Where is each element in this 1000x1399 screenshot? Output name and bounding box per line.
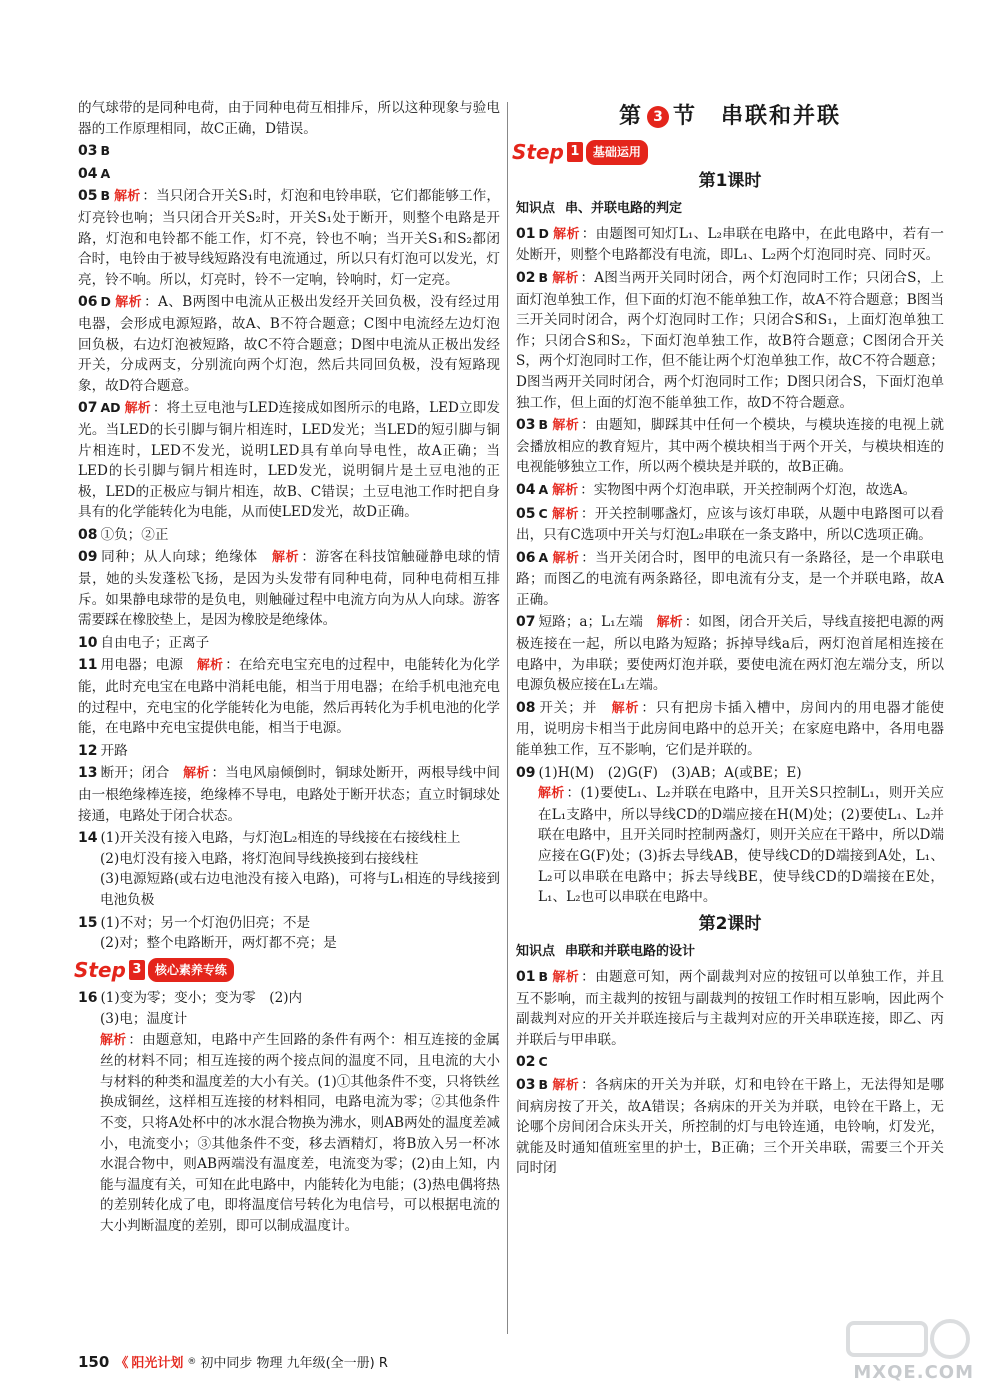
r2-answer-item-02: 02 C [516,1054,548,1071]
r-answer-item-01: 01 D 解析 ：由题图可知灯L₁、L₂串联在电路中，在此电路中，若有一处断开，则整个电路都没有电流，即L₁、L₂两个灯泡同时亮、同时灭。 [516,225,944,264]
right-column [512,98,944,1181]
answer-text: 自由电子；正离子 [100,634,210,651]
section-number-badge: 3 [647,106,669,128]
answer-explanation: ：在给充电宝充电的过程中，电能转化为化学能，此时充电宝在电路中消耗电能，相当于用电器；在给手机电池充电的过程中，充电宝的化学能转化为电能，然后再转化为手机电池的化学能，在电路中充电宝提供电能，相当于电源。 [78,657,500,737]
answer-item-12: 12 开路 [78,742,128,759]
knowledge-point-1 [516,199,944,220]
analysis-tag: 解析 [656,615,683,631]
answer-line-2: (2)电灯没有接入电路，将灯泡间导线换接到右接线柱 [100,850,419,867]
left-answer-list [78,141,500,826]
step-number: 3 [129,960,145,980]
answer-explanation: ：开关控制哪盏灯，应该与该灯串联，从题中电路图可以看出，只有C选项中开关与灯泡L₂串联在一条支路中，所以C选项正确。 [516,505,944,544]
analysis-tag: 解析 [552,550,580,566]
step-title: 核心素养专练 [148,958,234,983]
analysis-tag: 解析 [114,189,141,205]
answer-text: 短路；a；L₁左端 [538,614,643,631]
answer-explanation: ：当开关闭合时，图甲的电流只有一条路径，是一个串联电路；而图乙的电流有两条路径，即电流有分支，是一个并联电路，故A正确。 [516,549,944,608]
answer-item-13: 13 断开；闭合 解析 ：当电风扇倾倒时，铜球处断开，两根导线中间由一根绝缘棒连接，绝缘棒不导电，电路处于断开状态；直立时铜球处接通，电路处于闭合状态。 [78,765,501,824]
answer-item-10: 10 自由电子；正离子 [78,634,210,651]
answer-explanation-block [516,783,944,908]
answer-text: 同种；从人向球；绝缘体 [100,549,258,566]
answer-item-08: 08 ①负；②正 [78,526,169,543]
answer-line-3: (3)电源短路(或右边电池没有接入电路)，可将与L₁相连的导线接到电池负极 [100,871,500,908]
answer-item-07: 07 AD 解析 ：将土豆电池与LED连接成如图所示的电路，LED立即发光。当LED的长引脚与铜片相连时，LED发光；当LED的短引脚与铜片相连时，LED不发光，说明LED具有单向导电性，故A正确；当LED的长引脚与铜片相连时，LED发光，说明铜片是土豆电池的正极，LED的正极应与铜片相连，故B、C错误；土豆电池工作时把自身具有的化学能转化为电能，从而使LED发光，故D正确。 [78,400,500,521]
answer-explanation: ：游客在科技馆触碰静电球的情景，她的头发蓬松飞扬，是因为头发带有同种电荷，同种电荷相互排斥。如果静电球带的是负电，则触碰过程中电流方向为从人向球。游客需要踩在橡胶垫上，是因为橡胶是绝缘体。 [78,549,501,629]
answer-explanation: ：各病床的开关为并联，灯和电铃在干路上，无法得知是哪间病房按了开关，故A错误；各病床的开关为并联，电铃在干路上，无论哪个房间闭合床头开关，所控制的灯与电铃连通，电铃响，灯发光，就能及时通知值班室里的护士，B正确；三个开关串联，需要三个开关同时闭 [516,1076,944,1177]
r-answer-item-02: 02 B 解析 ：A图当两开关同时闭合，两个灯泡同时工作；只闭合S，上面灯泡单独工作，但下面的灯泡不能单独工作，故A不符合题意；B图当三开关同时闭合，两个灯泡同时工作；只闭合S和S₁，上面灯泡单独工作；只闭合S和S₂，下面灯泡单独工作，故B符合题意；C图闭合开关S，两个灯泡同时工作，但不能让两个灯泡单独工作，故C不符合题意；D图当两开关同时闭合，两个灯泡同时工作；D图只闭合S，下面灯泡单独工作，但上面的灯泡不能单独工作，故D不符合题意。 [516,269,944,411]
registered-mark: ® [187,1356,197,1367]
analysis-tag: 解析 [272,550,300,566]
analysis-tag: 解析 [552,482,579,498]
answer-item-09: 09 同种；从人向球；绝缘体 解析 ：游客在科技馆触碰静电球的情景，她的头发蓬松飞扬，是因为头发带有同种电荷，同种电荷相互排斥。如果静电球带的是负电，则触碰过程中电流方向为从人向球。游客需要踩在橡胶垫上，是因为橡胶是绝缘体。 [78,549,501,629]
answer-text: 开关；并 [538,699,598,716]
answer-line-1: (1)变为零；变小；变为零 (2)内 [100,990,303,1007]
r-answer-item-03: 03 B 解析 ：由题知，脚踩其中任何一个模块，与模块连接的电视上就会播放相应的教育短片，其中两个模块相当于两个开关，与模块相连的电视能够独立工作，所以两个模块是并联的，故B正确。 [516,417,944,476]
r-answer-item-06: 06 A 解析 ：当开关闭合时，图甲的电流只有一条路径，是一个串联电路；而图乙的电流有两条路径，即电流有分支，是一个并联电路，故A正确。 [516,549,944,608]
step-title: 基础运用 [586,140,648,165]
kp-title: 串、并联电路的判定 [565,201,683,217]
answer-explanation: ：只有把房卡插入槽中，房间内的用电器才能使用，说明房卡相当于此房间电路中的总开关；在家庭电路中，各用电器能单独工作，互不影响，它们是并联的。 [516,699,944,759]
analysis-tag: 解析 [100,1032,127,1048]
answer-line-2: (3)电；温度计 [100,1010,188,1027]
answer-item-14: 14 (1)开关没有接入电路，与灯泡L₂相连的导线接在右接线柱上 (2)电灯没有接入电路，将灯泡间导线换接到右接线柱 (3)电源短路(或右边电池没有接入电路)，可将与L₁相连的导线接到电池负极 [78,828,500,910]
analysis-tag: 解析 [552,226,580,242]
r-answer-item-05: 05 C 解析 ：开关控制哪盏灯，应该与该灯串联，从题中电路图可以看出，只有C选项中开关与灯泡L₂串联在一条支路中，所以C选项正确。 [516,505,944,544]
answer-explanation: ：实物图中两个灯泡串联，开关控制两个灯泡，故选A。 [580,481,917,498]
section-title: 第 3 节 串联和并联 [618,103,842,129]
analysis-tag: 解析 [183,766,210,782]
answer-line-1: (1)开关没有接入电路，与灯泡L₂相连的导线接在右接线柱上 [100,830,461,847]
step-word: Step [512,140,564,164]
double-chevron-icon: 《 [115,1356,129,1371]
analysis-tag: 解析 [196,658,224,674]
lesson-2-heading: 第2课时 [698,913,762,934]
answer-text: ①负；②正 [100,526,169,543]
brand-name: 阳光计划 [131,1356,184,1371]
watermark-text: MXQE.COM [853,1362,974,1383]
answer-explanation: ：由题意可知，两个副裁判对应的按钮可以单独工作，并且互不影响，而主裁判的按钮与副裁判的按钮工作时相互影响，因此两个副裁判对应的开关并联连接后与主裁判对应的开关串联连接，即乙、丙并联后与甲串联。 [516,968,944,1048]
answer-explanation: ：A图当两开关同时闭合，两个灯泡同时工作；只闭合S，上面灯泡单独工作，但下面的灯泡不能单独工作，故A不符合题意；B图当三开关同时闭合，两个灯泡同时工作；只闭合S和S₁，上面灯泡单独工作；只闭合S和S₂，下面灯泡单独工作，故B符合题意；C图闭合开关S，两个灯泡同时工作，但不能让两个灯泡单独工作，故C不符合题意；D图当两开关同时闭合，两个灯泡同时工作；D图只闭合S，下面灯泡单独工作，但上面的灯泡不能单独工作，故D不符合题意。 [516,269,944,411]
section-name: 串联和并联 [721,103,842,129]
answer-item-16: 16 (1)变为零；变小；变为零 (2)内 (3)电；温度计 解析 ：由题意知，电路中产生回路的条件有两个：相互连接的金属丝的材料不同；相互连接的两个接点间的温度不同，且电流的大小与材料的种类和温度差的大小有关。(1)①其他条件不变，只将铁丝换成铜丝，这样相互连接的材料相同，电路电流为零；②其他条件不变，只将A处杯中的冰水混合物换为沸水，则AB两处的温度差减小，电流变小；③其他条件不变，移去酒精灯，将B放入另一杯冰水混合物中，则AB两端没有温度差，电流变为零；(2)由上知，内能与温度有关，可知在此电路中，内能转化为电能；(3)热电偶将热的差别转化成了电，即将温度信号转化为电信号，可以根据电流的大小判断温度的差别，即可以制成温度计。 [78,988,500,1236]
analysis-tag: 解析 [114,295,143,311]
answer-explanation: ：当只闭合开关S₁时，灯泡和电铃串联，它们都能够工作，灯亮铃也响；当只闭合开关S₂时，开关S₁处于断开，则整个电路是开路，灯泡和电铃都不能工作，灯不亮，铃也不响；当开关S₁和S₂都闭合时，电铃由于被导线短路没有电流通过，所以只有灯泡可以发光，灯亮，铃不响。所以，灯亮时，铃不一定响，铃响时，灯一定亮。 [78,188,500,288]
r2-answer-item-01: 01 B 解析 ：由题意可知，两个副裁判对应的按钮可以单独工作，并且互不影响，而主裁判的按钮与副裁判的按钮工作时相互影响，因此两个副裁判对应的开关并联连接后与主裁判对应的开关串联连接，即乙、丙并联后与甲串联。 [516,968,944,1048]
analysis-tag: 解析 [538,786,565,802]
answer-item-15: 15 (1)不对；另一个灯泡仍旧亮；不是 (2)对；整个电路断开，两灯都不亮；是 [78,913,500,954]
page-footer [78,1352,388,1371]
answer-explanation: ：当电风扇倾倒时，铜球处断开，两根导线中间由一根绝缘棒连接，绝缘棒不导电，电路处于断开状态；直立时铜球处接通，电路处于闭合状态。 [78,765,501,824]
left-column [74,98,501,1238]
analysis-tag: 解析 [552,1077,580,1093]
r-answer-item-09: 09 (1)H(M) (2)G(F) (3)AB；A(或BE；E) 解析 ：(1)要使L₁、L₂并联在电路中，且开关S只控制L₁，则开关应在L₁支路中，所以导线CD的D端应接在H(M)处；(2)要使L₁、L₂并联在电路中，且开关同时控制两盏灯，则开关应在干路中，所以D端应接在G(F)处；(3)拆去导线AB，使导线CD的D端接到A处，L₁、L₂可以串联在电路中；拆去导线BE，使导线CD的D端接在E处，L₁、L₂也可以串联在电路中。 [516,763,944,908]
answer-item-05: 05 B 解析 ：当只闭合开关S₁时，灯泡和电铃串联，它们都能够工作，灯亮铃也响；当只闭合开关S₂时，开关S₁处于断开，则整个电路是开路，灯泡和电铃都不能工作，灯不亮，铃也不响；当开关S₁和S₂都闭合时，电铃由于被导线短路没有电流通过，所以只有灯泡可以发光，灯亮，铃不响。所以，灯亮时，铃不一定响，铃响时，灯一定亮。 [78,188,500,288]
answer-item-06: 06 D 解析 ：A、B两图中电流从正极出发经开关回负极，没有经过用电器，会形成电源短路，故A、B不符合题意；C图中电流经左边灯泡回负极，右边灯泡被短路，故C不符合题意；D图中电流从正极出发经开关，分成两支，分别流向两个灯泡，然后共同回负极，没有短路现象，故D符合题意。 [78,294,500,394]
answer-text: 开路 [100,742,128,759]
analysis-tag: 解析 [552,270,579,286]
answer-line-2: (2)对；整个电路断开，两灯都不亮；是 [100,935,337,952]
kp-label: 知识点 [516,944,556,960]
answer-explanation: ：(1)要使L₁、L₂并联在电路中，且开关S只控制L₁，则开关应在L₁支路中，所以导线CD的D端应接在H(M)处；(2)要使L₁、L₂并联在电路中，且开关同时控制两盏灯，则开关应在干路中，所以D端应接在G(F)处；(3)拆去导线AB，使导线CD的D端接到A处，L₁、L₂可以串联在电路中；拆去导线BE，使导线CD的D端接在E处，L₁、L₂也可以串联在电路中。 [538,785,944,906]
column-divider [507,102,508,1334]
analysis-tag: 解析 [552,969,580,985]
book-info: 初中同步 物理 九年级(全一册) R [200,1356,388,1371]
answer-explanation: ：如图，闭合开关后，导线直接把电源的两极连接在一起，所以电路为短路；拆掉导线a后，两灯泡首尾相连接在电路中，为串联；要使两灯泡并联，要使电流在两灯泡左端分支，所以电源负极应接在L₁左端。 [516,614,944,694]
r2-answer-item-03: 03 B 解析 ：各病床的开关为并联，灯和电铃在干路上，无法得知是哪间病房按了开关，故A错误；各病床的开关为并联，电铃在干路上，无论哪个房间闭合床头开关，所控制的灯与电铃连通，电铃响，灯发光，就能及时通知值班室里的护士，B正确；三个开关串联，需要三个开关同时闭 [516,1076,944,1177]
lesson-1-heading: 第1课时 [698,170,762,191]
step3-banner [74,958,500,983]
analysis-tag: 解析 [552,418,580,434]
continuation-text: 的气球带的是同种电荷，由于同种电荷互相排斥，所以这种现象与验电器的工作原理相同，故C正确，D错误。 [78,100,500,137]
r-answer-item-08: 08 开关；并 解析 ：只有把房卡插入槽中，房间内的用电器才能使用，说明房卡相当于此房间电路中的总开关；在家庭电路中，各用电器能单独工作，互不影响，它们是并联的。 [516,699,944,759]
r-answer-item-04: 04 A 解析 ：实物图中两个灯泡串联，开关控制两个灯泡，故选A。 [516,481,917,498]
answer-explanation: ：由题图可知灯L₁、L₂串联在电路中，在此电路中，若有一处断开，则整个电路都没有电流，即L₁、L₂两个灯泡同时亮、同时灭。 [516,225,944,264]
analysis-tag: 解析 [611,700,640,716]
r-answer-item-07: 07 短路；a；L₁左端 解析 ：如图，闭合开关后，导线直接把电源的两极连接在一起，所以电路为短路；拆掉导线a后，两灯泡首尾相连接在电路中，为串联；要使两灯泡并联，要使电流在两灯泡左端分支，所以电源负极应接在L₁左端。 [516,614,944,694]
answer-explanation: ：由题知，脚踩其中任何一个模块，与模块连接的电视上就会播放相应的教育短片，其中两个模块相当于两个开关，与模块相连的电视能够独立工作，所以两个模块是并联的，故B正确。 [516,417,944,476]
answer-text: 断开；闭合 [100,765,170,782]
page-number: 150 [78,1352,110,1371]
knowledge-point-2 [516,942,944,963]
kp-label: 知识点 [516,201,556,217]
answer-explanation: ：将土豆电池与LED连接成如图所示的电路，LED立即发光。当LED的长引脚与铜片相连时，LED发光；当LED的短引脚与铜片相连时，LED不发光，说明LED具有单向导电性，故A正确；当LED的长引脚与铜片相连时，LED发光，说明铜片是土豆电池的正极，LED的正极应与铜片相连，故B、C错误；土豆电池工作时把自身具有的化学能转化为电能，从而使LED发光，故D正确。 [78,400,500,521]
analysis-tag: 解析 [551,506,579,522]
answer-text: (1)H(M) (2)G(F) (3)AB；A(或BE；E) [538,764,802,781]
answer-item-03: 03 B [78,143,111,160]
answer-line-1: (1)不对；另一个灯泡仍旧亮；不是 [100,914,311,931]
step1-banner [512,140,944,165]
answer-item-11: 11 用电器；电源 解析 ：在给充电宝充电的过程中，电能转化为化学能，此时充电宝在电路中消耗电能，相当于用电器；在给手机电池充电的过程中，充电宝的化学能转化为电能，然后再转化为手机电池的化学能，在电路中充电宝提供电能，相当于电源。 [78,657,500,737]
answer-text: 用电器；电源 [100,657,184,674]
step-word: Step [74,957,126,982]
answer-explanation: ：A、B两图中电流从正极出发经开关回负极，没有经过用电器，会形成电源短路，故A、B不符合题意；C图中电流经左边灯泡回负极，右边灯泡被短路，故C不符合题意；D图中电流从正极出发经开关，分成两支，分别流向两个灯泡，然后共同回负极，没有短路现象，故D符合题意。 [78,294,500,394]
answer-explanation: ：由题意知，电路中产生回路的条件有两个：相互连接的金属丝的材料不同；相互连接的两个接点间的温度不同，且电流的大小与材料的种类和温度差的大小有关。(1)①其他条件不变，只将铁丝换成铜丝，这样相互连接的材料相同，电路电流为零；②其他条件不变，只将A处杯中的冰水混合物换为沸水，则AB两处的温度差减小，电流变小；③其他条件不变，移去酒精灯，将B放入另一杯冰水混合物中，则AB两端没有温度差，电流变为零；(2)由上知，内能与温度有关，可知在此电路中，内能转化为电能；(3)热电偶将热的差别转化成了电，即将温度信号转化为电信号，可以根据电流的大小判断温度的差别，即可以制成温度计。 [100,1031,500,1234]
answer-item-04: 04 A [78,165,111,182]
step-number: 1 [567,142,583,162]
kp-title: 串联和并联电路的设计 [565,944,696,960]
answer-explanation-block [78,1030,500,1237]
analysis-tag: 解析 [124,401,151,417]
